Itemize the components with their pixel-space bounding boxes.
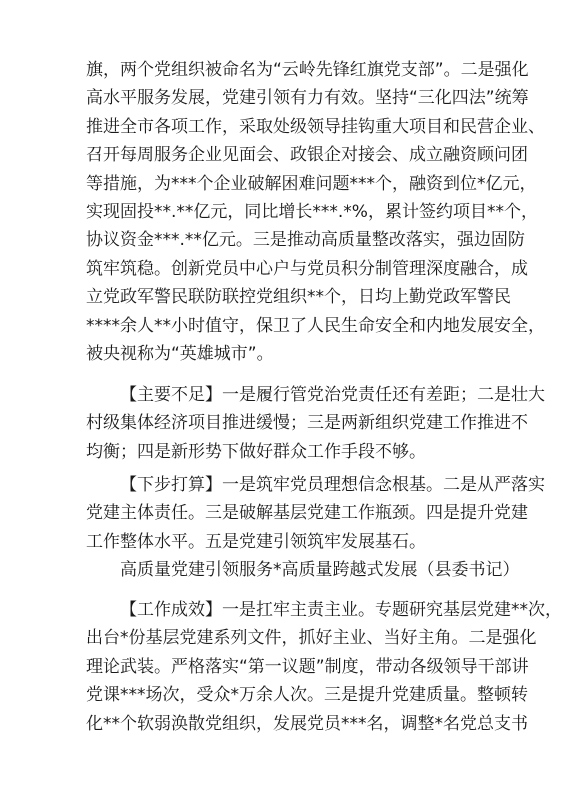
- text-line: 召开每周服务企业见面会、政银企对接会、成立融资顾问团: [86, 145, 528, 166]
- text-line: 筑牢筑稳。创新党员中心户与党员积分制管理深度融合，成: [86, 258, 528, 279]
- text-line: ****余人**小时值守，保卫了人民生命安全和内地发展安全，: [86, 315, 545, 336]
- text-line: 立党政军警民联防联控党组织**个，日均上勤党政军警民: [86, 287, 511, 308]
- text-line: 【主要不足】一是履行管党治党责任还有差距；二是壮大: [120, 385, 545, 405]
- paragraph-achievements-continued: [86, 56, 545, 368]
- text-line: 高水平服务发展，党建引领有力有效。坚持“三化四法”统筹: [86, 88, 529, 109]
- text-line: 党课***场次，受众*万余人次。三是提升党建质量。整顿转: [86, 685, 528, 706]
- text-line: 等措施，为***个企业破解困难问题***个，融资到位*亿元，: [86, 173, 537, 194]
- text-line: 党建主体责任。三是破解基层党建工作瓶颈。四是提升党建: [86, 503, 528, 524]
- text-line: 被央视称为“英雄城市”。: [86, 343, 274, 364]
- text-line: 均衡；四是新形势下做好群众工作手段不够。: [86, 441, 426, 462]
- paragraph-next-steps: [86, 471, 545, 556]
- text-line: 推进全市各项工作，采取处级领导挂钩重大项目和民营企业、: [86, 116, 545, 137]
- text-line: 出台*份基层党建系列文件，抓好主业、当好主角。二是强化: [86, 628, 537, 649]
- text-line: 【下步打算】一是筑牢党员理想信念根基。二是从严落实: [120, 475, 545, 495]
- section-heading: 高质量党建引领服务*高质量跨越式发展（县委书记）: [120, 560, 520, 580]
- text-line: 理论武装。严格落实“第一议题”制度，带动各级领导干部讲: [86, 656, 529, 677]
- paragraph-shortcomings: [86, 381, 545, 466]
- paragraph-work-results: [86, 596, 562, 738]
- text-line: 实现固投**.**亿元，同比增长***.*%，累计签约项目**个，: [86, 201, 538, 222]
- text-line: 化**个软弱涣散党组织，发展党员***名，调整*名党总支书: [86, 713, 528, 734]
- text-line: 【工作成效】一是扛牢主责主业。专题研究基层党建**次，: [120, 600, 562, 620]
- text-line: 村级集体经济项目推进缓慢；三是两新组织党建工作推进不: [86, 413, 528, 434]
- text-line: 协议资金***.**亿元。三是推动高质量整改落实，强边固防: [86, 230, 525, 251]
- text-line: 工作整体水平。五是党建引领筑牢发展基石。: [86, 531, 426, 552]
- text-line: 旗，两个党组织被命名为“云岭先锋红旗党支部”。二是强化: [86, 60, 529, 80]
